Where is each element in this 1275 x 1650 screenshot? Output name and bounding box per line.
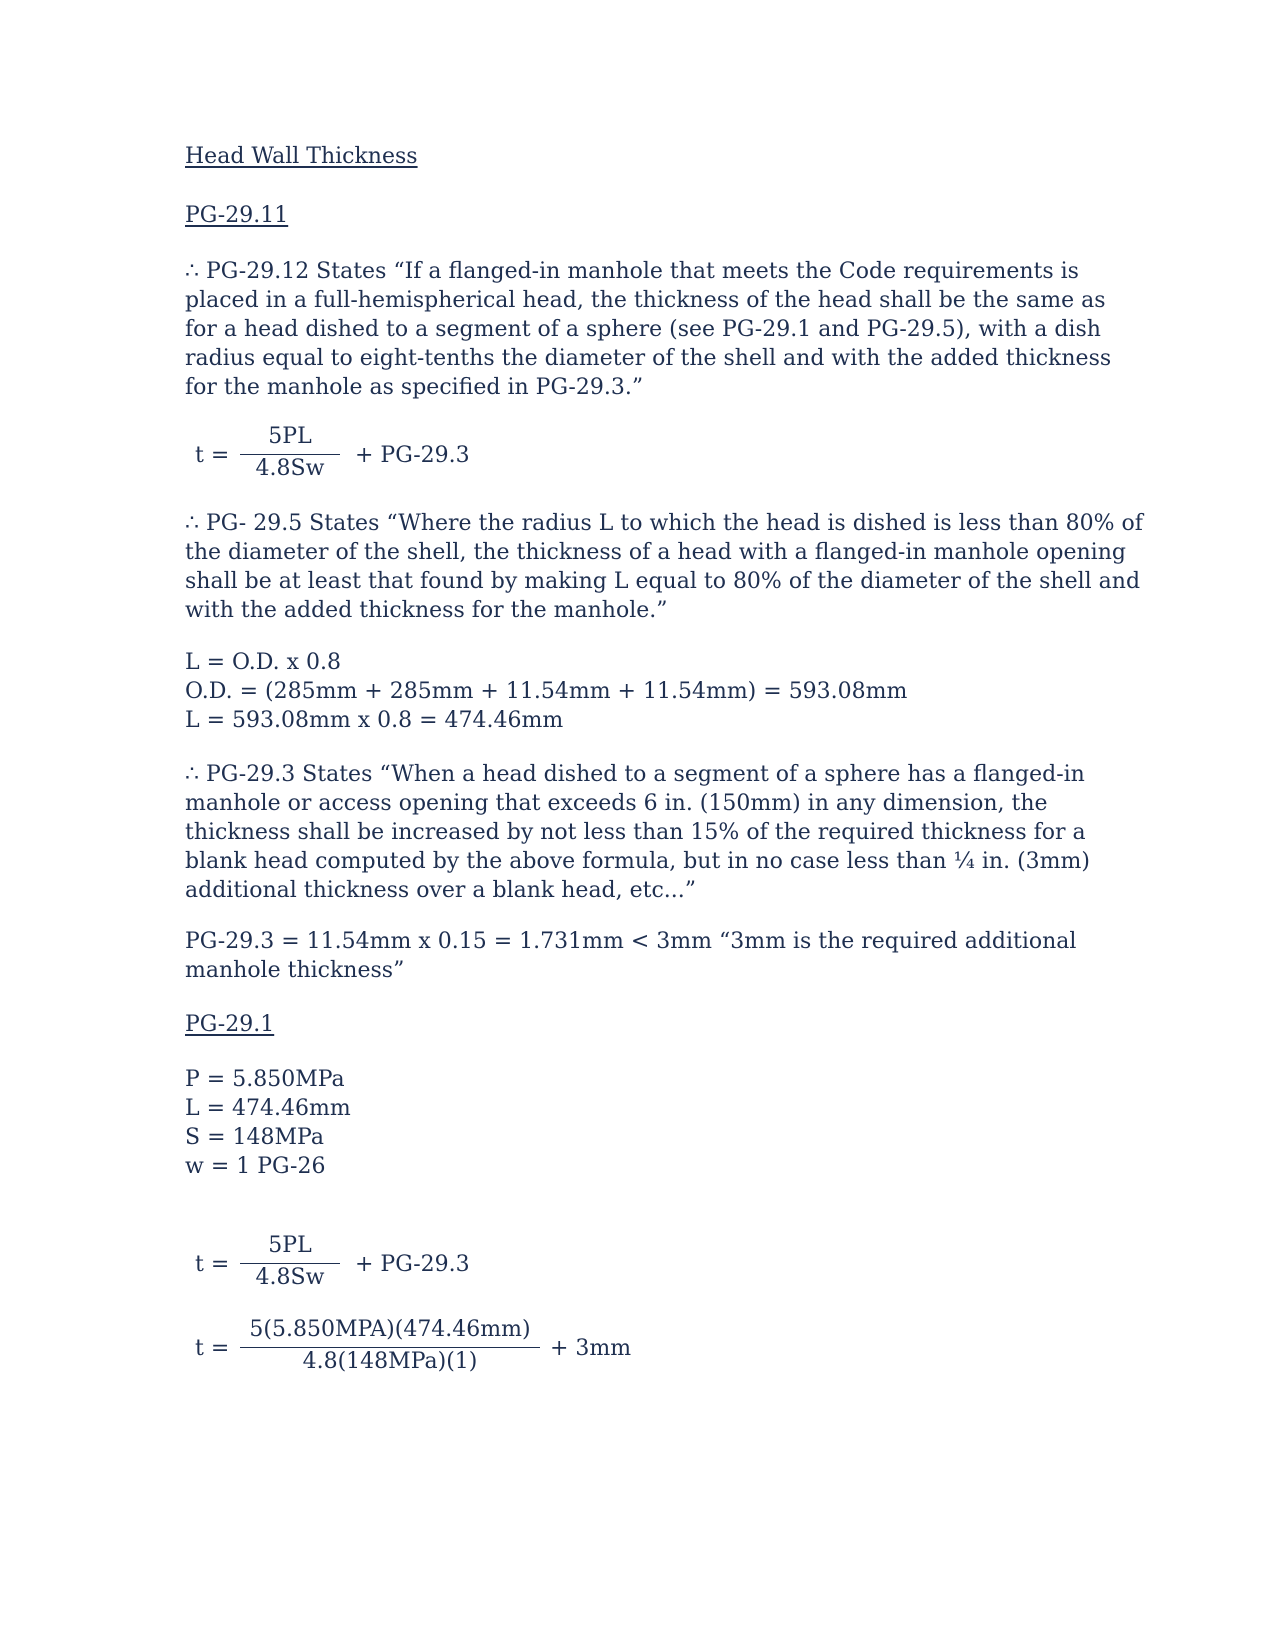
variable-P: P = 5.850MPa xyxy=(185,1067,345,1092)
fraction-bar xyxy=(240,1263,340,1264)
quote-pg-29-12 xyxy=(185,257,1112,402)
calculation-L xyxy=(185,648,1085,735)
paragraph-line: the diameter of the shell, the thickness of a head with a flanged-in manhole opening xyxy=(185,540,1126,565)
formula-lhs: t = xyxy=(195,1252,230,1277)
formula-numerator: 5PL xyxy=(268,1233,312,1258)
formula-addend: + 3mm xyxy=(550,1336,632,1361)
section-ref-pg-29-1: PG-29.1 xyxy=(185,1012,275,1037)
calc-line: L = 593.08mm x 0.8 = 474.46mm xyxy=(185,708,564,733)
quote-pg-29-3 xyxy=(185,760,1090,905)
formula-numerator: 5PL xyxy=(268,424,312,449)
calc-line: O.D. = (285mm + 285mm + 11.54mm + 11.54mm) = 593.08mm xyxy=(185,679,908,704)
formula-denominator: 4.8Sw xyxy=(255,456,325,481)
paragraph-line: ∴ PG-29.12 States “If a flanged-in manhole that meets the Code requirements is xyxy=(185,259,1079,284)
fraction-bar xyxy=(240,1347,540,1348)
paragraph-line: radius equal to eight-tenths the diameter of the shell and with the added thickness xyxy=(185,346,1112,371)
formula-lhs: t = xyxy=(195,443,230,468)
formula-substituted xyxy=(195,1317,795,1387)
quote-pg-29-5 xyxy=(185,509,1143,625)
paragraph-line: ∴ PG- 29.5 States “Where the radius L to which the head is dished is less than 80% of xyxy=(185,511,1143,536)
section-ref-pg-29-11: PG-29.11 xyxy=(185,203,289,228)
formula-addend: + PG-29.3 xyxy=(355,443,470,468)
variable-list xyxy=(185,1065,1085,1181)
paragraph-line: for a head dished to a segment of a sphere (see PG-29.1 and PG-29.5), with a dish xyxy=(185,317,1101,342)
paragraph-line: placed in a full-hemispherical head, the thickness of the head shall be the same as xyxy=(185,288,1106,313)
formula-addend: + PG-29.3 xyxy=(355,1252,470,1277)
calc-line: PG-29.3 = 11.54mm x 0.15 = 1.731mm < 3mm “3mm is the required additional xyxy=(185,929,1077,954)
paragraph-line: thickness shall be increased by not less than 15% of the required thickness for a xyxy=(185,820,1086,845)
formula-denominator: 4.8Sw xyxy=(255,1265,325,1290)
paragraph-line: manhole or access opening that exceeds 6 in. (150mm) in any dimension, the xyxy=(185,791,1048,816)
calculation-manhole-thickness xyxy=(185,927,1085,985)
formula-lhs: t = xyxy=(195,1336,230,1361)
calc-line: L = O.D. x 0.8 xyxy=(185,650,341,675)
formula-general-1 xyxy=(195,424,795,494)
variable-S: S = 148MPa xyxy=(185,1125,324,1150)
fraction-bar xyxy=(240,454,340,455)
paragraph-line: blank head computed by the above formula, but in no case less than ¼ in. (3mm) xyxy=(185,849,1090,874)
formula-numerator: 5(5.850MPA)(474.46mm) xyxy=(249,1317,531,1342)
formula-general-2 xyxy=(195,1233,795,1303)
paragraph-line: with the added thickness for the manhole.” xyxy=(185,598,668,623)
paragraph-line: shall be at least that found by making L equal to 80% of the diameter of the shell and xyxy=(185,569,1141,594)
page-title: Head Wall Thickness xyxy=(185,144,418,169)
paragraph-line: for the manhole as specified in PG-29.3.” xyxy=(185,375,644,400)
formula-denominator: 4.8(148MPa)(1) xyxy=(302,1349,478,1374)
paragraph-line: ∴ PG-29.3 States “When a head dished to a segment of a sphere has a flanged-in xyxy=(185,762,1085,787)
paragraph-line: additional thickness over a blank head, etc...” xyxy=(185,878,697,903)
variable-w: w = 1 PG-26 xyxy=(185,1154,326,1179)
variable-L: L = 474.46mm xyxy=(185,1096,351,1121)
calc-line: manhole thickness” xyxy=(185,958,405,983)
